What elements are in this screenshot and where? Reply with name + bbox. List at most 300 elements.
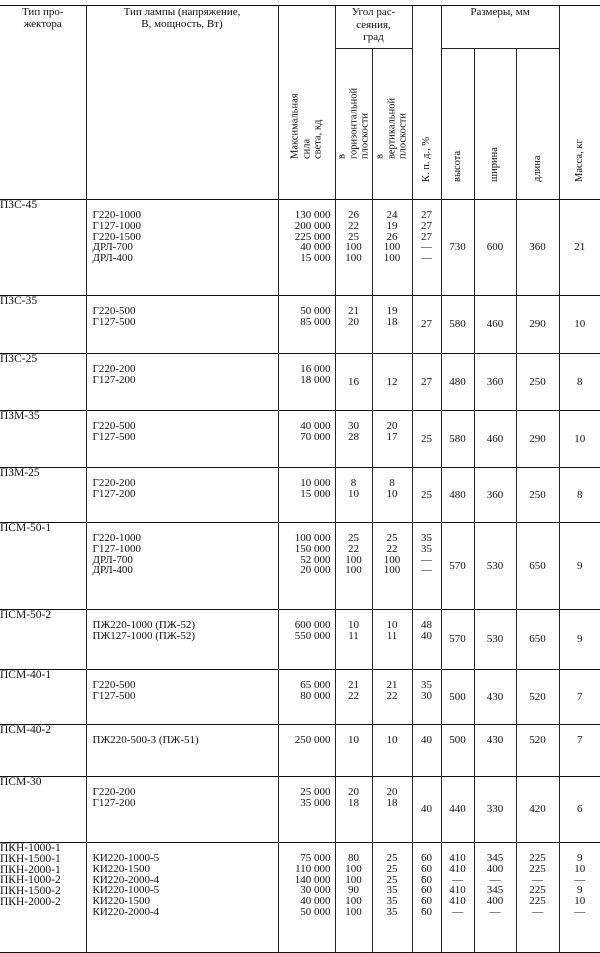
mass-value: 10	[574, 318, 586, 331]
height-cell	[441, 411, 474, 468]
angle-horizontal-cell	[335, 610, 372, 670]
header-angle-vertical: в вертикальной плоскости	[372, 49, 412, 200]
header-width: ширина	[474, 49, 516, 200]
angle-horizontal-value: 28	[348, 430, 359, 443]
height-value: 480	[449, 375, 466, 388]
angle-horizontal-value: 21	[348, 679, 359, 691]
mass-value: 7	[577, 734, 583, 746]
angle-horizontal-value: 100	[345, 873, 362, 886]
lamp-type-value: ДРЛ-700	[92, 241, 133, 254]
projector-type: ПЗС-45	[0, 199, 38, 211]
width-value: 530	[486, 559, 504, 572]
max-intensity-value: 50 000	[300, 905, 331, 918]
mass-value: 8	[577, 375, 583, 388]
angle-vertical-value: 100	[383, 252, 401, 265]
max-intensity-value: 85 000	[300, 315, 331, 328]
angle-horizontal-value: 11	[348, 629, 359, 642]
projector-type: ПЗМ-35	[0, 410, 40, 422]
header-height: высота	[441, 49, 474, 200]
angle-horizontal-value: 100	[345, 553, 362, 566]
lamp-type-value: Г220-500	[92, 305, 136, 317]
height-value: 480	[449, 488, 466, 501]
max-intensity-value: 15 000	[300, 252, 331, 265]
lamp-type-value: Г220-500	[92, 679, 136, 691]
table-row	[0, 468, 600, 523]
angle-horizontal-value: 16	[348, 375, 359, 388]
angle-vertical-cell	[372, 354, 412, 411]
lamp-type-cell	[86, 411, 278, 468]
length-cell	[516, 296, 559, 354]
angle-vertical-value: 10	[386, 487, 398, 500]
max-intensity-cell	[278, 610, 335, 670]
width-value: —	[489, 873, 501, 886]
lamp-type-cell	[86, 296, 278, 354]
angle-horizontal-value: 20	[348, 315, 359, 328]
efficiency-cell	[412, 200, 441, 296]
efficiency-value: 27	[421, 318, 432, 331]
angle-vertical-value: 20	[386, 786, 398, 798]
efficiency-value: 25	[421, 432, 432, 445]
width-value: 460	[486, 432, 504, 445]
lamp-type-cell	[86, 468, 278, 523]
projector-type-cell	[0, 670, 86, 725]
efficiency-value: 35	[421, 542, 432, 555]
height-value: —	[452, 873, 463, 886]
efficiency-cell	[412, 610, 441, 670]
efficiency-value: 27	[421, 219, 432, 232]
mass-cell	[559, 670, 600, 725]
angle-horizontal-value: 100	[345, 895, 362, 908]
width-value: 330	[486, 803, 504, 816]
length-value: 225	[529, 852, 546, 864]
mass-cell	[559, 523, 600, 610]
header-length: длина	[516, 49, 559, 200]
angle-vertical-value: 20	[386, 420, 398, 432]
table-row	[0, 777, 600, 843]
angle-horizontal-value: 22	[348, 219, 359, 232]
projector-type: ПСМ-50-1	[0, 522, 52, 534]
lamp-type-cell	[86, 523, 278, 610]
lamp-type-value: Г127-200	[92, 796, 136, 809]
width-value: 345	[486, 852, 504, 864]
length-value: 290	[529, 318, 546, 331]
length-value: 650	[529, 559, 546, 572]
lamp-type-value: Г127-1000	[92, 542, 142, 555]
max-intensity-value: 100 000	[294, 532, 331, 544]
width-cell	[474, 843, 516, 953]
max-intensity-value: 200 000	[294, 219, 331, 232]
width-cell	[474, 468, 516, 523]
mass-value: 9	[577, 852, 583, 864]
height-cell	[441, 296, 474, 354]
lamp-type-value: КИ220-1500	[92, 895, 150, 908]
max-intensity-value: 550 000	[294, 629, 331, 642]
angle-vertical-value: 100	[383, 553, 401, 566]
efficiency-value: 30	[421, 689, 432, 702]
lamp-type-value: ДРЛ-400	[92, 564, 133, 577]
lamp-type-value: ДРЛ-400	[92, 252, 133, 265]
lamp-type-value: Г220-200	[92, 477, 136, 489]
mass-cell	[559, 468, 600, 523]
max-intensity-value: 130 000	[294, 209, 331, 221]
angle-vertical-cell	[372, 411, 412, 468]
header-scatter-angle-group: Угол рас- сеяния, град	[335, 6, 412, 49]
max-intensity-value: 18 000	[300, 373, 331, 386]
max-intensity-value: 50 000	[300, 305, 331, 317]
efficiency-cell	[412, 670, 441, 725]
lamp-type-cell	[86, 610, 278, 670]
mass-value: 9	[577, 884, 583, 897]
width-value: 600	[486, 241, 504, 254]
angle-vertical-value: 22	[386, 689, 398, 702]
angle-horizontal-value: 18	[348, 796, 359, 809]
max-intensity-value: 35 000	[300, 796, 331, 809]
projector-type: ПЗС-35	[0, 295, 38, 307]
max-intensity-value: 110 000	[295, 862, 331, 875]
max-intensity-value: 10 000	[300, 477, 331, 489]
angle-horizontal-cell	[335, 843, 372, 953]
height-value: 570	[449, 633, 466, 646]
max-intensity-value: 600 000	[294, 619, 331, 631]
projector-type-cell	[0, 523, 86, 610]
height-value: 410	[449, 852, 466, 864]
projector-type: ПЗМ-25	[0, 467, 40, 479]
projector-type-cell	[0, 610, 86, 670]
lamp-type-value: Г220-1000	[92, 532, 142, 544]
width-value: 530	[486, 633, 504, 646]
angle-vertical-cell	[372, 777, 412, 843]
height-cell	[441, 777, 474, 843]
max-intensity-cell	[278, 200, 335, 296]
angle-horizontal-value: 25	[348, 532, 359, 544]
width-cell	[474, 411, 516, 468]
length-cell	[516, 670, 559, 725]
table-row	[0, 610, 600, 670]
projector-type: ПЗС-25	[0, 353, 38, 365]
table-row	[0, 411, 600, 468]
lamp-type-value: Г220-200	[92, 363, 136, 375]
max-intensity-value: 40 000	[300, 420, 331, 432]
length-cell	[516, 777, 559, 843]
efficiency-value: 40	[421, 734, 432, 746]
max-intensity-value: 25 000	[300, 786, 331, 798]
width-cell	[474, 200, 516, 296]
mass-cell	[559, 411, 600, 468]
efficiency-value: —	[421, 553, 432, 566]
max-intensity-value: 140 000	[294, 873, 331, 886]
angle-vertical-value: 10	[386, 619, 398, 631]
max-intensity-cell	[278, 777, 335, 843]
table-row	[0, 354, 600, 411]
lamp-type-cell	[86, 670, 278, 725]
angle-horizontal-value: 30	[348, 420, 359, 432]
length-cell	[516, 354, 559, 411]
length-value: 225	[529, 884, 546, 897]
mass-value: 7	[577, 690, 583, 703]
width-cell	[474, 670, 516, 725]
table-row	[0, 523, 600, 610]
lamp-type-value: КИ220-2000-4	[92, 873, 160, 886]
max-intensity-cell	[278, 670, 335, 725]
angle-horizontal-cell	[335, 725, 372, 777]
projector-type-cell	[0, 411, 86, 468]
angle-vertical-value: 22	[386, 542, 398, 555]
table-row	[0, 200, 600, 296]
mass-cell	[559, 777, 600, 843]
max-intensity-value: 250 000	[294, 734, 331, 746]
projector-type: ПКН-2000-2	[0, 895, 61, 908]
length-cell	[516, 523, 559, 610]
height-value: 410	[449, 862, 466, 875]
table-row	[0, 670, 600, 725]
efficiency-value: 60	[421, 884, 432, 897]
height-cell	[441, 670, 474, 725]
lamp-type-value: Г127-500	[92, 315, 136, 328]
length-cell	[516, 200, 559, 296]
length-value: 520	[529, 734, 546, 746]
lamp-type-cell	[86, 200, 278, 296]
angle-vertical-value: 24	[386, 209, 398, 221]
efficiency-cell	[412, 411, 441, 468]
angle-horizontal-value: 22	[348, 542, 359, 555]
angle-vertical-cell	[372, 468, 412, 523]
lamp-type-value: КИ220-1500	[92, 862, 150, 875]
angle-horizontal-value: 90	[348, 884, 359, 897]
angle-vertical-value: 26	[386, 230, 398, 243]
lamp-type-value: КИ220-1000-5	[92, 852, 160, 864]
length-cell	[516, 411, 559, 468]
angle-vertical-value: 35	[386, 895, 398, 908]
angle-vertical-value: 10	[386, 734, 398, 746]
projector-type: ПКН-1000-2	[0, 874, 61, 887]
width-cell	[474, 610, 516, 670]
angle-horizontal-cell	[335, 468, 372, 523]
table-body	[0, 200, 600, 953]
projector-type-cell	[0, 296, 86, 354]
header-max-intensity: Максимальная сила света, кд	[278, 6, 335, 200]
angle-vertical-value: 11	[386, 629, 398, 642]
angle-vertical-value: 17	[386, 430, 398, 443]
efficiency-value: 60	[421, 862, 432, 875]
length-value: —	[532, 905, 544, 918]
width-cell	[474, 725, 516, 777]
lamp-type-value: Г220-1500	[92, 230, 142, 243]
table-row	[0, 296, 600, 354]
efficiency-value: 27	[421, 209, 432, 221]
angle-vertical-value: 100	[383, 241, 401, 254]
mass-value: 21	[574, 241, 586, 254]
width-value: 360	[486, 488, 504, 501]
length-value: 420	[529, 803, 546, 816]
angle-vertical-cell	[372, 200, 412, 296]
efficiency-cell	[412, 354, 441, 411]
height-value: —	[452, 905, 463, 918]
angle-horizontal-value: 20	[348, 786, 359, 798]
mass-cell	[559, 610, 600, 670]
max-intensity-value: 70 000	[300, 430, 331, 443]
width-cell	[474, 523, 516, 610]
angle-vertical-value: 35	[386, 905, 398, 918]
projector-type: ПСМ-40-1	[0, 669, 52, 681]
efficiency-cell	[412, 777, 441, 843]
efficiency-cell	[412, 468, 441, 523]
mass-value: 9	[577, 633, 583, 646]
efficiency-cell	[412, 523, 441, 610]
angle-horizontal-cell	[335, 296, 372, 354]
height-cell	[441, 468, 474, 523]
length-value: 360	[529, 241, 546, 254]
table-row	[0, 725, 600, 777]
angle-vertical-value: 25	[386, 532, 398, 544]
angle-vertical-cell	[372, 610, 412, 670]
angle-horizontal-value: 10	[348, 734, 359, 746]
length-value: 225	[529, 895, 546, 908]
angle-horizontal-value: 25	[348, 230, 359, 243]
max-intensity-value: 225 000	[294, 230, 331, 243]
height-cell	[441, 843, 474, 953]
length-cell	[516, 843, 559, 953]
angle-horizontal-value: 100	[345, 241, 362, 254]
angle-horizontal-value: 26	[348, 209, 359, 221]
max-intensity-value: 80 000	[300, 689, 331, 702]
max-intensity-value: 16 000	[300, 363, 331, 375]
projector-type-cell	[0, 777, 86, 843]
height-cell	[441, 725, 474, 777]
mass-cell	[559, 843, 600, 953]
max-intensity-cell	[278, 411, 335, 468]
max-intensity-cell	[278, 523, 335, 610]
height-cell	[441, 354, 474, 411]
header-efficiency: К. п. д., %	[412, 6, 441, 200]
angle-vertical-value: 21	[386, 679, 398, 691]
angle-vertical-value: 25	[386, 852, 398, 864]
length-value: 250	[529, 375, 546, 388]
projector-type-cell	[0, 200, 86, 296]
efficiency-value: 60	[421, 905, 432, 918]
lamp-type-value: Г127-200	[92, 487, 136, 500]
length-value: —	[532, 873, 544, 886]
height-cell	[441, 200, 474, 296]
projector-type: ПСМ-40-2	[0, 724, 52, 736]
height-value: 500	[449, 734, 466, 746]
efficiency-value: 35	[421, 532, 432, 544]
efficiency-value: —	[421, 252, 432, 265]
header-lamp-type: Тип лампы (напряжение, В, мощность, Вт)	[86, 6, 278, 200]
efficiency-cell	[412, 725, 441, 777]
angle-vertical-value: 19	[386, 305, 398, 317]
angle-vertical-cell	[372, 296, 412, 354]
mass-value: 6	[577, 803, 583, 816]
lamp-type-cell	[86, 354, 278, 411]
angle-horizontal-value: 100	[345, 905, 362, 918]
angle-horizontal-cell	[335, 411, 372, 468]
efficiency-value: 27	[421, 230, 432, 243]
efficiency-cell	[412, 296, 441, 354]
lamp-type-cell	[86, 725, 278, 777]
mass-value: 10	[574, 895, 586, 908]
max-intensity-value: 40 000	[300, 895, 331, 908]
mass-cell	[559, 200, 600, 296]
mass-cell	[559, 354, 600, 411]
header-angle-horizontal: в горизонтальной плоскости	[335, 49, 372, 200]
projector-type: ПКН-1500-1	[0, 852, 61, 865]
angle-horizontal-value: 21	[348, 305, 359, 317]
length-value: 650	[529, 633, 546, 646]
mass-value: 10	[574, 432, 586, 445]
width-value: —	[489, 905, 501, 918]
mass-cell	[559, 296, 600, 354]
lamp-type-value: Г220-200	[92, 786, 136, 798]
projector-type: ПСМ-50-2	[0, 609, 52, 621]
lamp-type-value: Г220-500	[92, 420, 136, 432]
width-value: 430	[486, 690, 504, 703]
angle-horizontal-value: 80	[348, 852, 359, 864]
lamp-type-value: ДРЛ-700	[92, 553, 133, 566]
lamp-type-value: Г127-1000	[92, 219, 142, 232]
angle-horizontal-cell	[335, 670, 372, 725]
angle-vertical-cell	[372, 843, 412, 953]
projector-type-cell	[0, 354, 86, 411]
lamp-type-value: Г127-500	[92, 430, 136, 443]
mass-value: 10	[574, 862, 586, 875]
projector-type-cell	[0, 843, 86, 953]
angle-vertical-value: 19	[386, 219, 398, 232]
max-intensity-value: 30 000	[300, 884, 331, 897]
width-cell	[474, 296, 516, 354]
height-value: 580	[449, 432, 466, 445]
height-cell	[441, 523, 474, 610]
max-intensity-cell	[278, 843, 335, 953]
header-mass: Масса, кг	[559, 6, 600, 200]
angle-horizontal-value: 8	[350, 477, 357, 489]
max-intensity-value: 150 000	[294, 542, 331, 555]
length-value: 290	[529, 432, 546, 445]
angle-vertical-value: 18	[386, 315, 398, 328]
mass-value: 9	[577, 559, 583, 572]
angle-vertical-cell	[372, 725, 412, 777]
projector-type: ПКН-1500-2	[0, 885, 61, 898]
max-intensity-cell	[278, 354, 335, 411]
mass-value: —	[574, 873, 586, 886]
projector-type-cell	[0, 725, 86, 777]
height-value: 500	[449, 690, 466, 703]
width-value: 345	[486, 884, 504, 897]
angle-vertical-value: 35	[386, 884, 398, 897]
angle-vertical-value: 25	[386, 873, 398, 886]
width-cell	[474, 354, 516, 411]
table-header	[0, 6, 600, 200]
angle-horizontal-value: 100	[345, 252, 362, 265]
height-value: 580	[449, 318, 466, 331]
angle-vertical-cell	[372, 523, 412, 610]
max-intensity-cell	[278, 296, 335, 354]
length-value: 520	[529, 690, 546, 703]
length-cell	[516, 610, 559, 670]
lamp-type-value: ПЖ220-1000 (ПЖ-52)	[92, 619, 196, 631]
lamp-type-cell	[86, 777, 278, 843]
projector-type: ПКН-1000-1	[0, 842, 61, 854]
lamp-type-cell	[86, 843, 278, 953]
efficiency-cell	[412, 843, 441, 953]
efficiency-value: —	[421, 564, 432, 577]
angle-horizontal-cell	[335, 523, 372, 610]
efficiency-value: 60	[421, 873, 432, 886]
efficiency-value: 27	[421, 375, 432, 388]
width-value: 460	[486, 318, 504, 331]
max-intensity-cell	[278, 468, 335, 523]
lamp-type-value: КИ220-1000-5	[92, 884, 160, 897]
length-cell	[516, 725, 559, 777]
